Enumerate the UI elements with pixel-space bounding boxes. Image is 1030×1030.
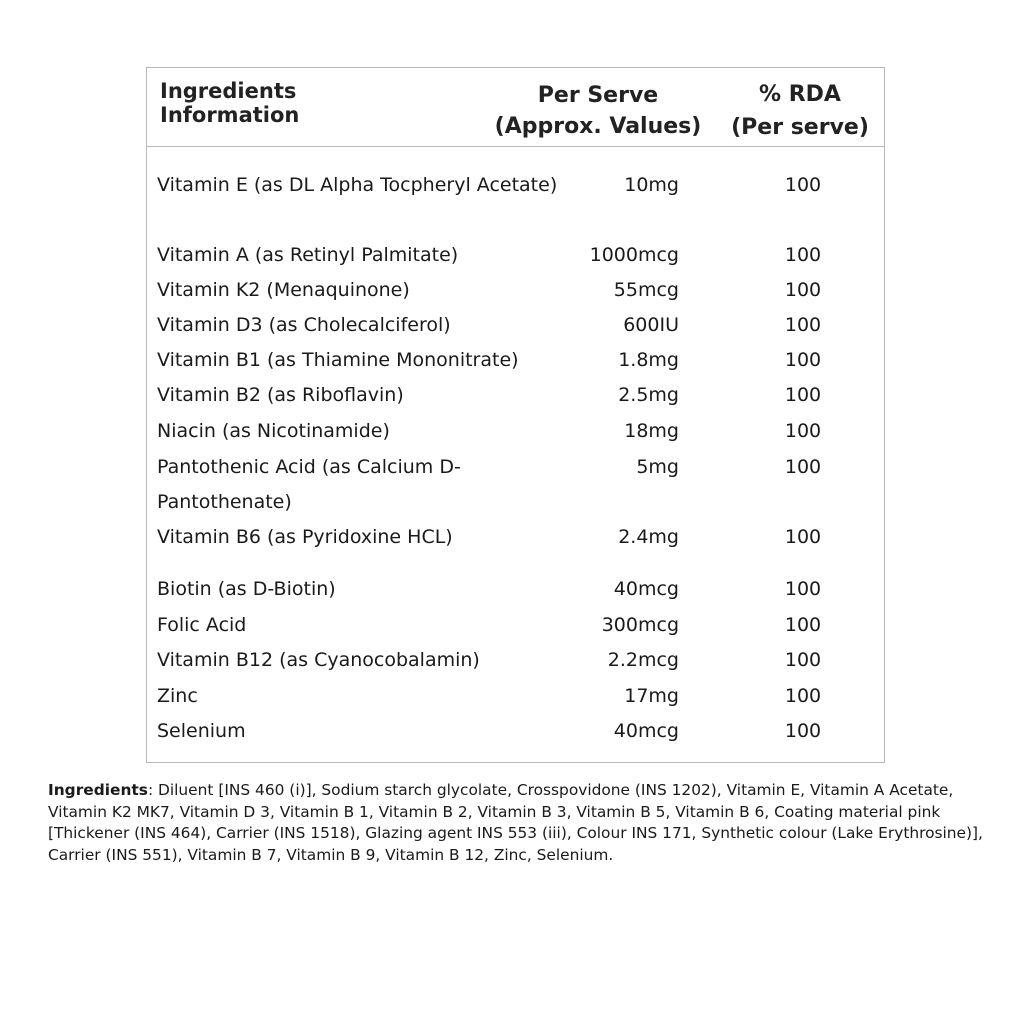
ingredient-name: Vitamin B2 (as Riboflavin)	[157, 384, 404, 406]
per-serve-value: 18mg	[624, 420, 679, 442]
ingredients-text: : Diluent [INS 460 (i)], Sodium starch glycolate, Crosspovidone (INS 1202), Vitamin E, Vitamin A Acetate, Vitamin K2 MK7, Vitamin D 3, Vitamin B 1, Vitamin B 2, Vitamin B 3, Vitamin B 5, Vitamin B 6, Coating material pink [Thickener (INS 464), Carrier (INS 1518), Glazing agent INS 553 (iii), Colour INS 171, Synthetic colour (Lake Erythrosine)], Carrier (INS 551), Vitamin B 7, Vitamin B 9, Vitamin B 12, Zinc, Selenium.	[48, 781, 983, 864]
per-serve-value: 2.2mcg	[607, 649, 679, 671]
rda-value: 100	[784, 384, 822, 406]
rda-value: 100	[784, 420, 822, 442]
header-per-serve-line2: (Approx. Values)	[494, 114, 702, 139]
per-serve-value: 1000mcg	[589, 244, 679, 266]
per-serve-value: 17mg	[624, 685, 679, 707]
header-rda-line2: (Per serve)	[731, 115, 869, 140]
per-serve-value: 40mcg	[613, 578, 679, 600]
rda-value: 100	[784, 279, 822, 301]
rda-value: 100	[784, 349, 822, 371]
ingredient-name: Vitamin K2 (Menaquinone)	[157, 279, 410, 301]
ingredient-name: Selenium	[157, 720, 246, 742]
ingredient-name: Vitamin D3 (as Cholecalciferol)	[157, 314, 451, 336]
rda-value: 100	[784, 720, 822, 742]
ingredient-name: Pantothenic Acid (as Calcium D-Pantothenate)	[157, 456, 461, 513]
rda-value: 100	[784, 174, 822, 196]
ingredient-name: Biotin (as D-Biotin)	[157, 578, 336, 600]
ingredient-name: Folic Acid	[157, 614, 247, 636]
header-ingredients-information	[160, 79, 380, 127]
header-divider	[147, 146, 884, 147]
per-serve-value: 2.5mg	[618, 384, 679, 406]
rda-value: 100	[784, 526, 822, 548]
ingredient-name: Vitamin E (as DL Alpha Tocpheryl Acetate)	[157, 174, 558, 196]
rda-value: 100	[784, 244, 822, 266]
ingredient-name: Niacin (as Nicotinamide)	[157, 420, 390, 442]
per-serve-value: 55mcg	[613, 279, 679, 301]
ingredients-label: Ingredients	[48, 781, 148, 799]
per-serve-value: 5mg	[636, 456, 679, 478]
rda-value: 100	[784, 614, 822, 636]
header-ingredients-line2: Information	[160, 103, 300, 127]
rda-value: 100	[784, 456, 822, 478]
rda-value: 100	[784, 649, 822, 671]
ingredient-name: Vitamin A (as Retinyl Palmitate)	[157, 244, 459, 266]
header-per-serve-line1: Per Serve	[537, 83, 659, 108]
header-ingredients-line1: Ingredients	[160, 79, 297, 103]
per-serve-value: 40mcg	[613, 720, 679, 742]
ingredient-name: Vitamin B1 (as Thiamine Mononitrate)	[157, 349, 519, 371]
per-serve-value: 600IU	[623, 314, 679, 336]
header-rda	[720, 78, 880, 144]
per-serve-value: 300mcg	[601, 614, 679, 636]
ingredients-statement	[48, 780, 998, 866]
ingredient-name: Vitamin B6 (as Pyridoxine HCL)	[157, 526, 453, 548]
per-serve-value: 1.8mg	[618, 349, 679, 371]
per-serve-value: 10mg	[624, 174, 679, 196]
ingredient-name: Zinc	[157, 685, 198, 707]
nutrition-table	[146, 67, 885, 763]
ingredient-name: Vitamin B12 (as Cyanocobalamin)	[157, 649, 480, 671]
rda-value: 100	[784, 578, 822, 600]
header-per-serve	[483, 80, 713, 142]
header-rda-line1: % RDA	[759, 82, 841, 107]
per-serve-value: 2.4mg	[618, 526, 679, 548]
rda-value: 100	[784, 314, 822, 336]
rda-value: 100	[784, 685, 822, 707]
